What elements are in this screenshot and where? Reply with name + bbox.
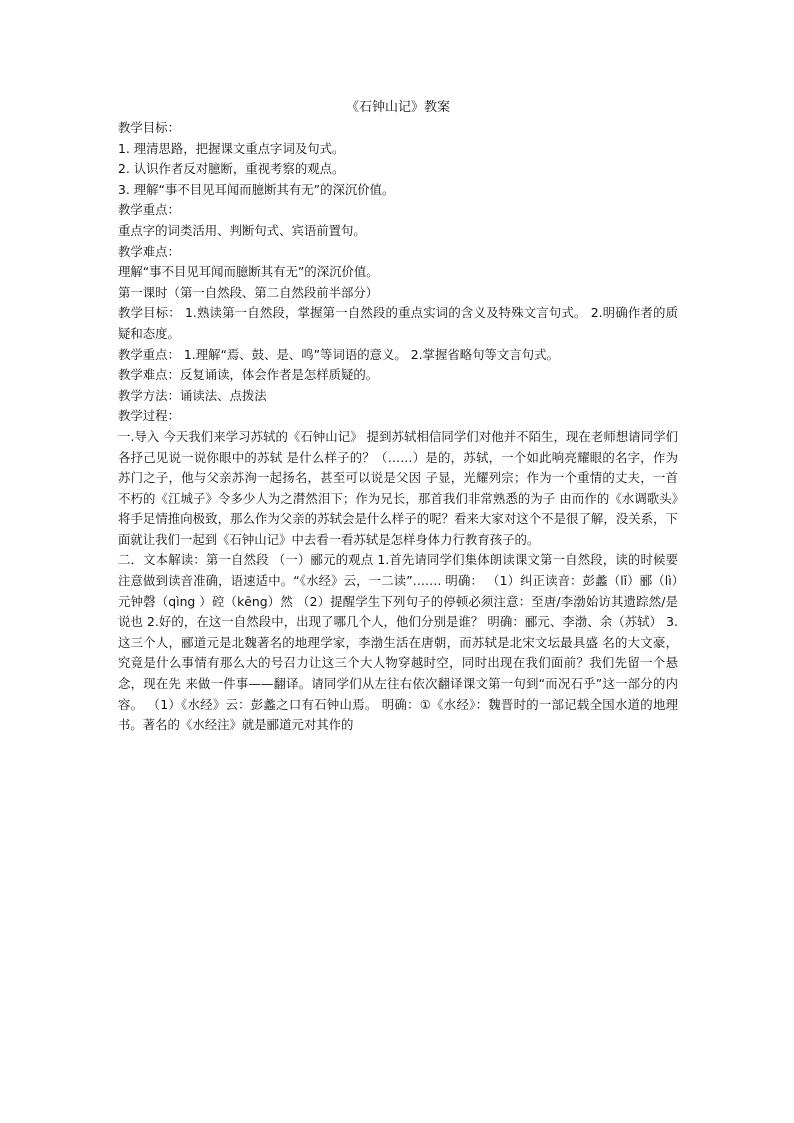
process-heading: 教学过程： — [118, 408, 180, 424]
keypoints-text: 重点字的词类活用、判断句式、宾语前置句。 — [118, 222, 366, 238]
difficulty-text: 理解“事不目见耳闻而臆断其有无”的深沉价值。 — [118, 264, 379, 280]
lesson1-methods: 教学方法：诵读法、点拨法 — [118, 387, 267, 403]
process-text-reading-paragraph: 二．文本解读：第一自然段 （一）郦元的观点 1.首先请同学们集体朗读课文第一自然段，读的时候要注意做到读音准确，语速适中。“《水经》云，一二读”……. 明确： （1）纠正读音：彭蠡（lǐ）郦（lì）元钟磬（qìng ）硿（kēng）然 （2）提醒学生下列句子的停顿必须注意：至唐/李渤始访其遗踪然/是说也 2.好的，在这一自然段中，出现了哪几个人，他们分别是谁？ 明确：郦元、李渤、余（苏轼） 3.这三个人，郦道元是北魏著名的地理学家，李渤生活在唐朝，而苏轼是北宋文坛最具盛 名的大文豪，究竟是什么事情有那么大的号召力让这三个大人物穿越时空，同时出现在我们面前？我们先留一个悬念，现在先 来做一件事——翻译。请同学们从左往右依次翻译课文第一句到“而况石乎”这一部分的内容。 （1）《水经》云：彭蠡之口有石钟山焉。 明确：①《水经》：魏晋时的一部记载全国水道的地理书。著名的《水经注》就是郦道元对其作的 — [118, 552, 678, 733]
objectives-heading: 教学目标： — [118, 120, 180, 135]
keypoints-heading: 教学重点： — [118, 202, 180, 218]
document-page — [118, 98, 678, 736]
objectives-list — [118, 139, 678, 201]
list-item: 1. 理清思路，把握课文重点字词及句式。 — [118, 140, 345, 156]
lesson1-keypoints: 教学重点： 1.理解“焉、鼓、是、鸣”等词语的意义。 2.掌握省略句等文言句式。 — [118, 346, 559, 362]
process-intro-paragraph: 一.导入 今天我们来学习苏轼的《石钟山记》 提到苏轼相信同学们对他并不陌生，现在老师想请同学们各抒己见说一说你眼中的苏轼 是什么样子的？（……）是的，苏轼，一个如此响亮耀眼的名字，作为苏门之子，他与父亲苏洵一起扬名，甚至可以说是父因 子显，光耀列宗；作为一个重情的丈夫，一首不朽的《江城子》令多少人为之潸然泪下；作为兄长，那首我们非常熟悉的为子 由而作的《水调歌头》将手足情推向极致，那么作为父亲的苏轼会是什么样子的呢？看来大家对这个不是很了解，没关系，下 面就让我们一起到《石钟山记》中去看一看苏轼是怎样身体力行教育孩子的。 — [118, 428, 678, 547]
list-item: 2. 认识作者反对臆断，重视考察的观点。 — [118, 161, 345, 177]
list-item: 3. 理解“事不目见耳闻而臆断其有无”的深沉价值。 — [118, 181, 395, 197]
lesson1-objectives: 教学目标： 1.熟读第一自然段，掌握第一自然段的重点实词的含义及特殊文言句式。 2.明确作者的质疑和态度。 — [118, 305, 678, 341]
difficulty-heading: 教学难点： — [118, 243, 180, 259]
lesson1-heading: 第一课时（第一自然段、第二自然段前半部分） — [118, 284, 379, 300]
lesson1-difficulty: 教学难点：反复诵读，体会作者是怎样质疑的。 — [118, 367, 379, 383]
page-title: 《石钟山记》教案 — [345, 100, 450, 115]
